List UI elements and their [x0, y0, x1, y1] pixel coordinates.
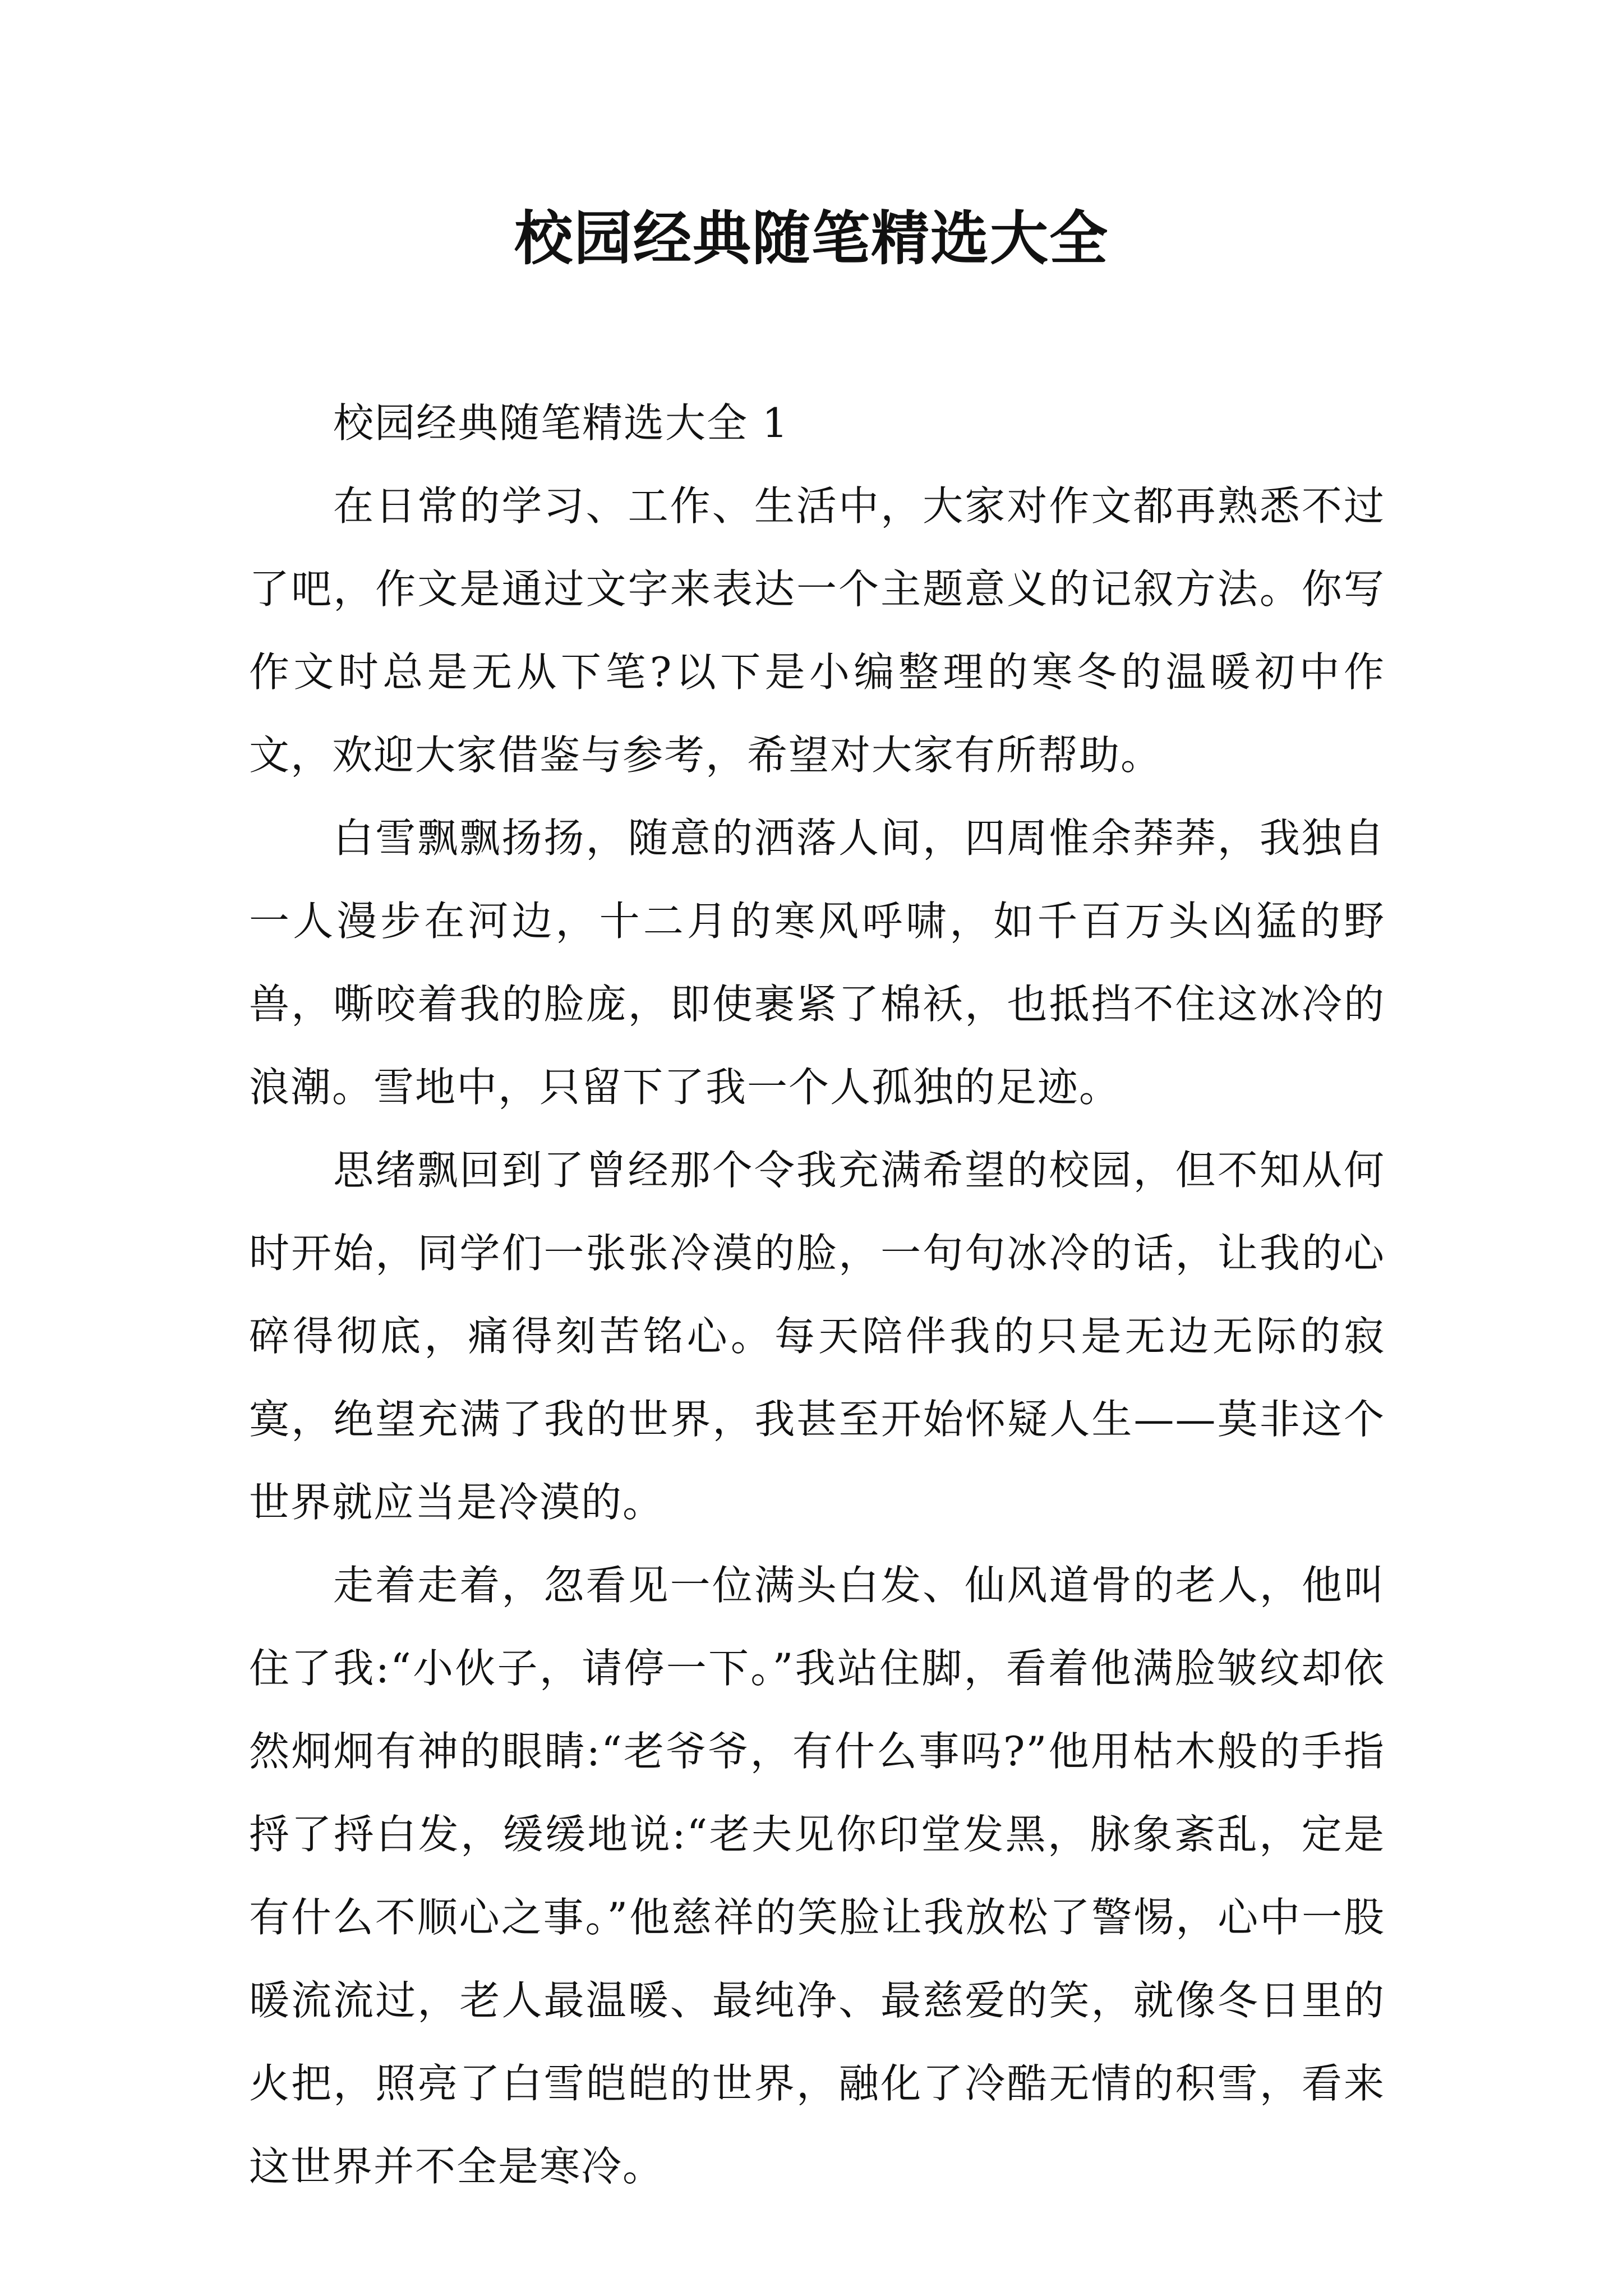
section-heading: 校园经典随笔精选大全 1 [333, 399, 789, 447]
paragraph-3: 思绪飘回到了曾经那个令我充满希望的校园，但不知从何时开始，同学们一张张冷漠的脸，一句句冰冷的话，让我的心碎得彻底，痛得刻苦铭心。每天陪伴我的只是无边无际的寂寞，绝望充满了我的世界，我甚至开始怀疑人生——莫非这个世界就应当是冷漠的。 [249, 1147, 1385, 1526]
paragraph-1: 在日常的学习、工作、生活中，大家对作文都再熟悉不过了吧，作文是通过文字来表达一个主题意义的记叙方法。你写作文时总是无从下笔?以下是小编整理的寒冬的温暖初中作文，欢迎大家借鉴与参考，希望对大家有所帮助。 [249, 482, 1385, 779]
document-title: 校园经典随笔精选大全 [514, 204, 1109, 273]
document-body [249, 381, 1385, 2208]
paragraph-4: 走着走着，忽看见一位满头白发、仙风道骨的老人，他叫住了我:“小伙子，请停一下。”我站住脚，看着他满脸皱纹却依然炯炯有神的眼睛:“老爷爷，有什么事吗?”他用枯木般的手指捋了捋白发，缓缓地说:“老夫见你印堂发黑，脉象紊乱，定是有什么不顺心之事。”他慈祥的笑脸让我放松了警惕，心中一股暖流流过，老人最温暖、最纯净、最慈爱的笑，就像冬日里的火把，照亮了白雪皑皑的世界，融化了冷酷无情的积雪，看来这世界并不全是寒冷。 [249, 1562, 1385, 2190]
paragraph-2: 白雪飘飘扬扬，随意的洒落人间，四周惟余莽莽，我独自一人漫步在河边，十二月的寒风呼啸，如千百万头凶猛的野兽，嘶咬着我的脸庞，即使裹紧了棉袄，也抵挡不住这冰冷的浪潮。雪地中，只留下了我一个人孤独的足迹。 [249, 815, 1385, 1111]
